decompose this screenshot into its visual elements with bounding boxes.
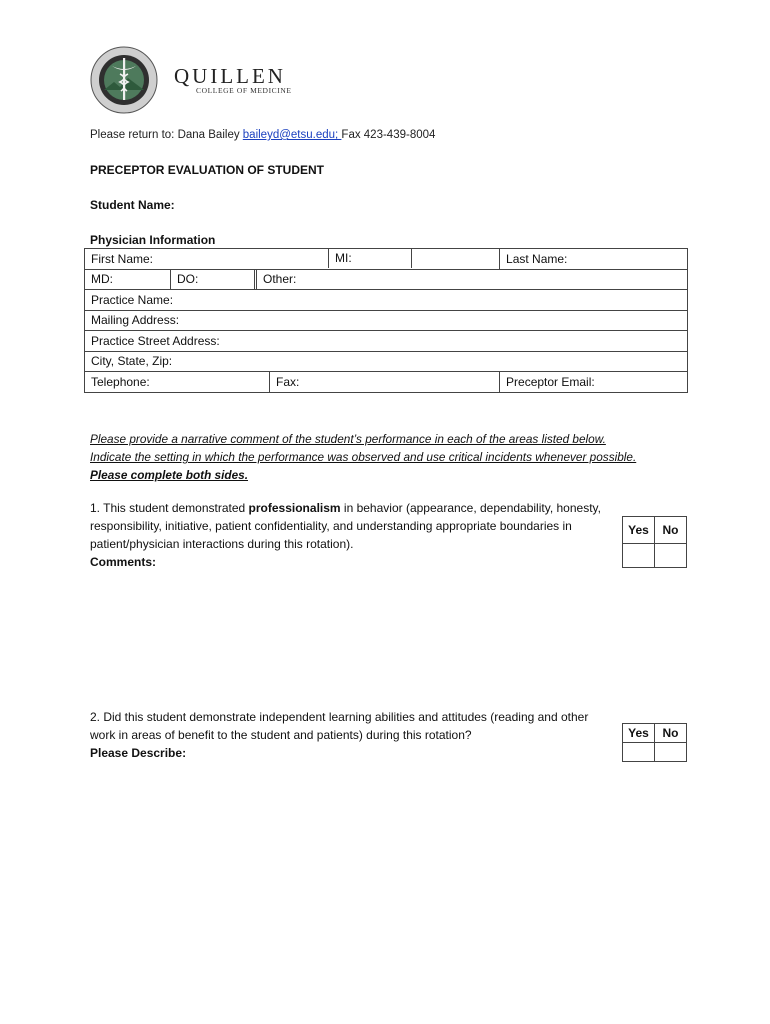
telephone-field[interactable]: Telephone: bbox=[85, 372, 270, 393]
question-2-text: 2. Did this student demonstrate independent learning abilities and attitudes (reading and other work in areas of benefit to the student and patients) during this rotation? bbox=[90, 710, 589, 742]
logo-subtitle: COLLEGE OF MEDICINE bbox=[196, 86, 292, 95]
other-field[interactable]: Other: bbox=[257, 269, 688, 290]
logo-wordmark: QUILLEN bbox=[174, 64, 286, 88]
question-1-yes-no-table bbox=[622, 516, 687, 568]
physician-info-table bbox=[84, 248, 688, 393]
md-do-divider bbox=[254, 269, 255, 289]
question-2-no-header: No bbox=[655, 724, 687, 743]
question-1-no-header: No bbox=[655, 517, 687, 544]
question-2-yes-no-table bbox=[622, 723, 687, 762]
instructions-line-2: Indicate the setting in which the performance was observed and use critical incidents whenever possible. bbox=[90, 450, 637, 464]
last-name-field[interactable]: Last Name: bbox=[500, 249, 688, 270]
question-1-suffix: in behavior (appearance, dependability, honesty, responsibility, initiative, patient confidentiality, and understanding appropriate boundaries in patient/physician interactions during this rotation). bbox=[90, 501, 601, 551]
question-1-no-box[interactable] bbox=[655, 544, 687, 568]
question-1 bbox=[90, 499, 605, 571]
city-state-zip-field[interactable]: City, State, Zip: bbox=[85, 351, 688, 372]
return-fax: Fax 423-439-8004 bbox=[341, 129, 436, 141]
fax-field[interactable]: Fax: bbox=[270, 372, 500, 393]
question-1-comments-label: Comments: bbox=[90, 555, 157, 569]
first-name-field[interactable]: First Name: bbox=[85, 249, 500, 270]
mi-label: MI: bbox=[335, 251, 352, 265]
instructions bbox=[90, 430, 636, 484]
college-seal-logo bbox=[90, 46, 158, 114]
return-prefix: Please return to: Dana Bailey bbox=[90, 129, 243, 141]
question-2-no-box[interactable] bbox=[655, 743, 687, 762]
mailing-address-field[interactable]: Mailing Address: bbox=[85, 310, 688, 331]
mi-field[interactable] bbox=[328, 248, 412, 268]
instructions-line-1: Please provide a narrative comment of the student’s performance in each of the areas listed below. bbox=[90, 432, 606, 446]
document-title: PRECEPTOR EVALUATION OF STUDENT bbox=[90, 163, 325, 177]
question-2-yes-box[interactable] bbox=[623, 743, 655, 762]
practice-name-field[interactable]: Practice Name: bbox=[85, 290, 688, 311]
question-1-keyword: professionalism bbox=[248, 501, 341, 515]
physician-info-heading: Physician Information bbox=[90, 233, 216, 247]
md-field[interactable]: MD: bbox=[85, 269, 171, 290]
practice-street-field[interactable]: Practice Street Address: bbox=[85, 331, 688, 352]
do-field[interactable]: DO: bbox=[171, 269, 257, 290]
instructions-line-3: Please complete both sides. bbox=[90, 468, 249, 482]
question-2-describe-label: Please Describe: bbox=[90, 746, 187, 760]
return-email-link[interactable]: baileyd@etsu.edu; bbox=[242, 129, 342, 141]
question-1-yes-box[interactable] bbox=[623, 544, 655, 568]
preceptor-email-field[interactable]: Preceptor Email: bbox=[500, 372, 688, 393]
question-1-yes-header: Yes bbox=[623, 517, 655, 544]
question-2-yes-header: Yes bbox=[623, 724, 655, 743]
question-1-prefix: 1. This student demonstrated bbox=[90, 501, 249, 515]
return-instructions bbox=[90, 129, 435, 141]
question-2 bbox=[90, 708, 605, 762]
student-name-label: Student Name: bbox=[90, 198, 175, 212]
